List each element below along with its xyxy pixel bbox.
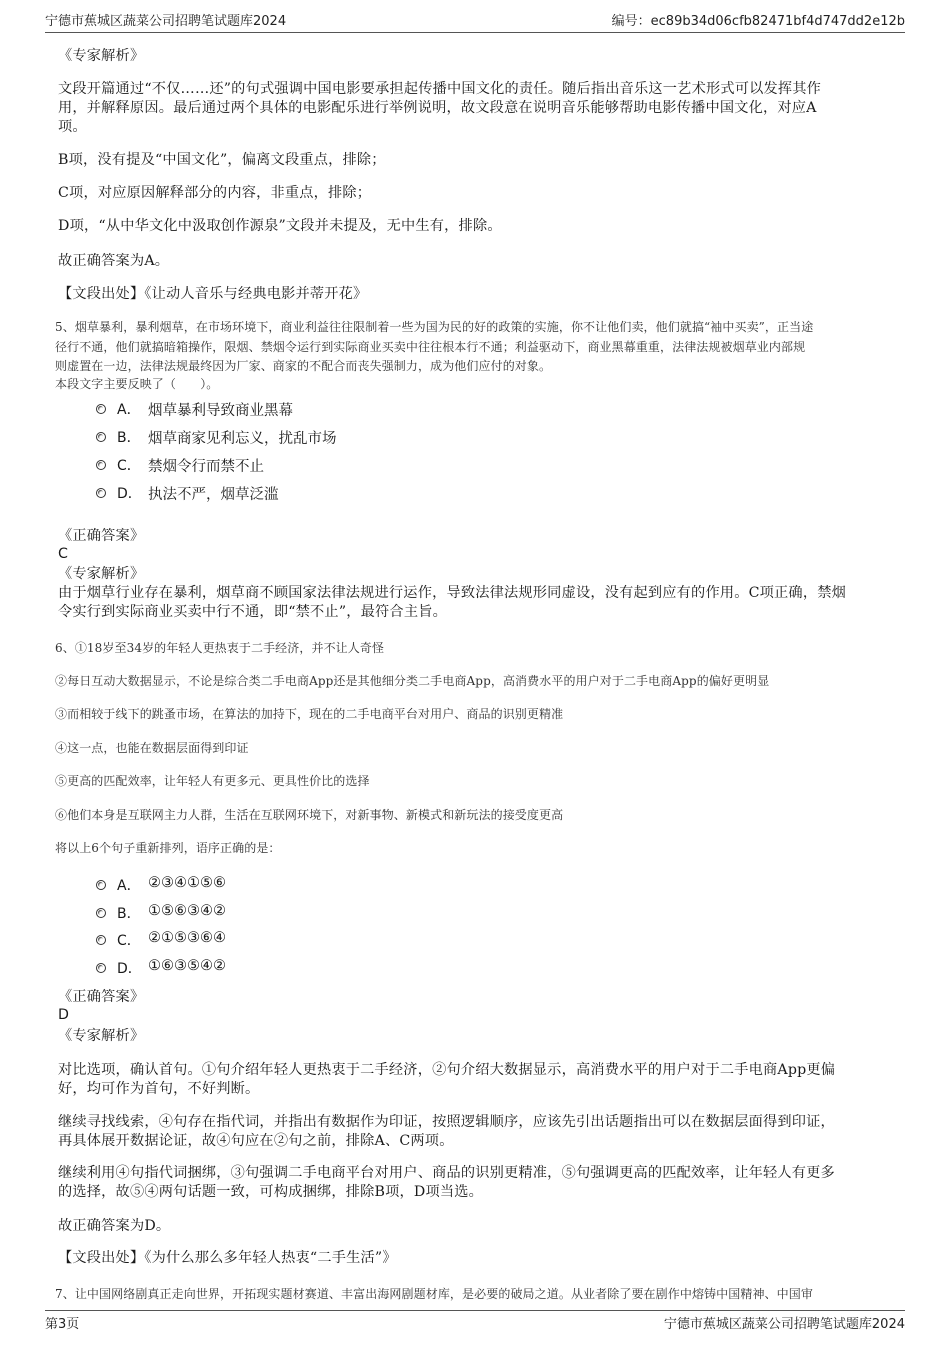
- q4-source: 【文段出处】《让动人音乐与经典电影并蒂开花》: [58, 286, 368, 302]
- option-label: D．: [117, 486, 142, 502]
- radio-icon[interactable]: [96, 432, 106, 442]
- q4-analysis-p1-l1: 文段开篇通过“不仅……还”的句式强调中国电影要承担起传播中国文化的责任。随后指出音乐这一艺术形式可以发挥其作: [58, 81, 822, 97]
- radio-icon[interactable]: [96, 935, 106, 945]
- q5-answer-label: 《正确答案》: [58, 528, 145, 544]
- q6-answer: D: [58, 1007, 70, 1023]
- q6-question: 将以上6个句子重新排列，语序正确的是：: [55, 841, 281, 855]
- q4-analysis-p1-l3: 项。: [58, 119, 87, 135]
- radio-icon[interactable]: [96, 880, 106, 890]
- q6-analysis-2-l2: 再具体展开数据论证，故④句应在②句之前，排除A、C两项。: [58, 1133, 454, 1149]
- q6-analysis-label: 《专家解析》: [58, 1028, 145, 1044]
- header-doc-number: 编号：ec89b34d06cfb82471bf4d747dd2e12b: [611, 14, 905, 29]
- q6-analysis-3-l1: 继续利用④句指代词捆绑，③句强调二手电商平台对用户、商品的识别更精准，⑤句强调更高的匹配效率，让年轻人有更多: [58, 1165, 835, 1181]
- q5-answer: C: [58, 546, 69, 562]
- q4-analysis-d: D项，“从中华文化中汲取创作源泉”文段并未提及，无中生有，排除。: [58, 218, 502, 234]
- q4-analysis-label: 《专家解析》: [58, 48, 145, 64]
- header-divider: [45, 32, 905, 33]
- q5-question: 本段文字主要反映了（ ）。: [55, 377, 219, 391]
- option-text: ①⑥③⑤④②: [148, 958, 226, 974]
- radio-icon[interactable]: [96, 963, 106, 973]
- option-text: ②①⑤③⑥④: [148, 930, 226, 946]
- option-text: 禁烟令行而禁不止: [148, 459, 264, 475]
- page-footer: [45, 1313, 905, 1333]
- q6-conclusion: 故正确答案为D。: [58, 1218, 171, 1234]
- footer-page-number: 第3页: [45, 1317, 80, 1332]
- q6-sentence-4: ④这一点，也能在数据层面得到印证: [55, 741, 249, 755]
- q7-stem-l1: 7、让中国网络剧真正走向世界，开拓现实题材赛道、丰富出海网剧题材库，是必要的破局之道。从业者除了要在剧作中熔铸中国精神、中国审: [55, 1287, 813, 1301]
- option-label: D．: [117, 961, 142, 977]
- q6-sentence-1: 6、①18岁至34岁的年轻人更热衷于二手经济，并不让人奇怪: [55, 641, 385, 655]
- option-label: B．: [117, 906, 141, 922]
- radio-icon[interactable]: [96, 404, 106, 414]
- q4-analysis-b: B项，没有提及“中国文化”，偏离文段重点，排除；: [58, 152, 386, 168]
- page-header: [45, 10, 905, 30]
- q5-stem-l1: 5、烟草暴利，暴利烟草，在市场环境下，商业利益往往限制着一些为国为民的好的政策的实施，你不让他们卖，他们就搞“袖中买卖”，正当途: [55, 320, 814, 334]
- q5-analysis-l2: 令实行到实际商业买卖中行不通，即“禁不止”，最符合主旨。: [58, 604, 447, 620]
- q4-conclusion: 故正确答案为A。: [58, 253, 170, 269]
- q5-stem-l2: 径行不通，他们就搞暗箱操作，限烟、禁烟令运行到实际商业买卖中往往根本行不通；利益驱动下，商业黑幕重重，法律法规被烟草业内部规: [55, 340, 806, 354]
- option-text: 执法不严，烟草泛滥: [148, 487, 279, 503]
- option-label: C．: [117, 933, 141, 949]
- q6-analysis-2-l1: 继续寻找线索，④句存在指代词，并指出有数据作为印证，按照逻辑顺序，应该先引出话题指出可以在数据层面得到印证，: [58, 1114, 835, 1130]
- q6-source: 【文段出处】《为什么那么多年轻人热衷“二手生活”》: [58, 1250, 397, 1266]
- option-text: ②③④①⑤⑥: [148, 875, 226, 891]
- q6-answer-label: 《正确答案》: [58, 989, 145, 1005]
- q6-analysis-3-l2: 的选择，故⑤④两句话题一致，可构成捆绑，排除B项，D项当选。: [58, 1184, 484, 1200]
- q5-analysis-label: 《专家解析》: [58, 566, 145, 582]
- option-label: B．: [117, 430, 141, 446]
- option-text: 烟草商家见利忘义，扰乱市场: [148, 431, 337, 447]
- footer-divider: [45, 1310, 905, 1311]
- q6-sentence-5: ⑤更高的匹配效率，让年轻人有更多元、更具性价比的选择: [55, 774, 370, 788]
- q6-analysis-1-l2: 好，均可作为首句，不好判断。: [58, 1081, 260, 1097]
- option-label: C．: [117, 458, 141, 474]
- option-text: 烟草暴利导致商业黑幕: [148, 403, 293, 419]
- q6-sentence-3: ③而相较于线下的跳蚤市场，在算法的加持下，现在的二手电商平台对用户、商品的识别更精准: [55, 707, 564, 721]
- option-text: ①⑤⑥③④②: [148, 903, 226, 919]
- q4-analysis-c: C项，对应原因解释部分的内容，非重点，排除；: [58, 185, 372, 201]
- q5-stem-l3: 则虚置在一边，法律法规最终因为厂家、商家的不配合而丧失强制力，成为他们应付的对象。: [55, 359, 552, 373]
- footer-title: 宁德市蕉城区蔬菜公司招聘笔试题库2024: [663, 1317, 905, 1332]
- option-label: A．: [117, 402, 141, 418]
- radio-icon[interactable]: [96, 460, 106, 470]
- q6-sentence-6: ⑥他们本身是互联网主力人群，生活在互联网环境下，对新事物、新模式和新玩法的接受度更高: [55, 808, 564, 822]
- q6-sentence-2: ②每日互动大数据显示，不论是综合类二手电商App还是其他细分类二手电商App，高消费水平的用户对于二手电商App的偏好更明显: [55, 674, 770, 688]
- radio-icon[interactable]: [96, 488, 106, 498]
- q4-analysis-p1-l2: 用，并解释原因。最后通过两个具体的电影配乐进行举例说明，故文段意在说明音乐能够帮助电影传播中国文化，对应A: [58, 100, 817, 116]
- header-title: 宁德市蕉城区蔬菜公司招聘笔试题库2024: [45, 14, 287, 29]
- q5-analysis-l1: 由于烟草行业存在暴利，烟草商不顾国家法律法规进行运作，导致法律法规形同虚设，没有起到应有的作用。C项正确，禁烟: [58, 585, 846, 601]
- q6-analysis-1-l1: 对比选项，确认首句。①句介绍年轻人更热衷于二手经济，②句介绍大数据显示，高消费水平的用户对于二手电商App更偏: [58, 1062, 836, 1078]
- option-label: A．: [117, 878, 141, 894]
- radio-icon[interactable]: [96, 908, 106, 918]
